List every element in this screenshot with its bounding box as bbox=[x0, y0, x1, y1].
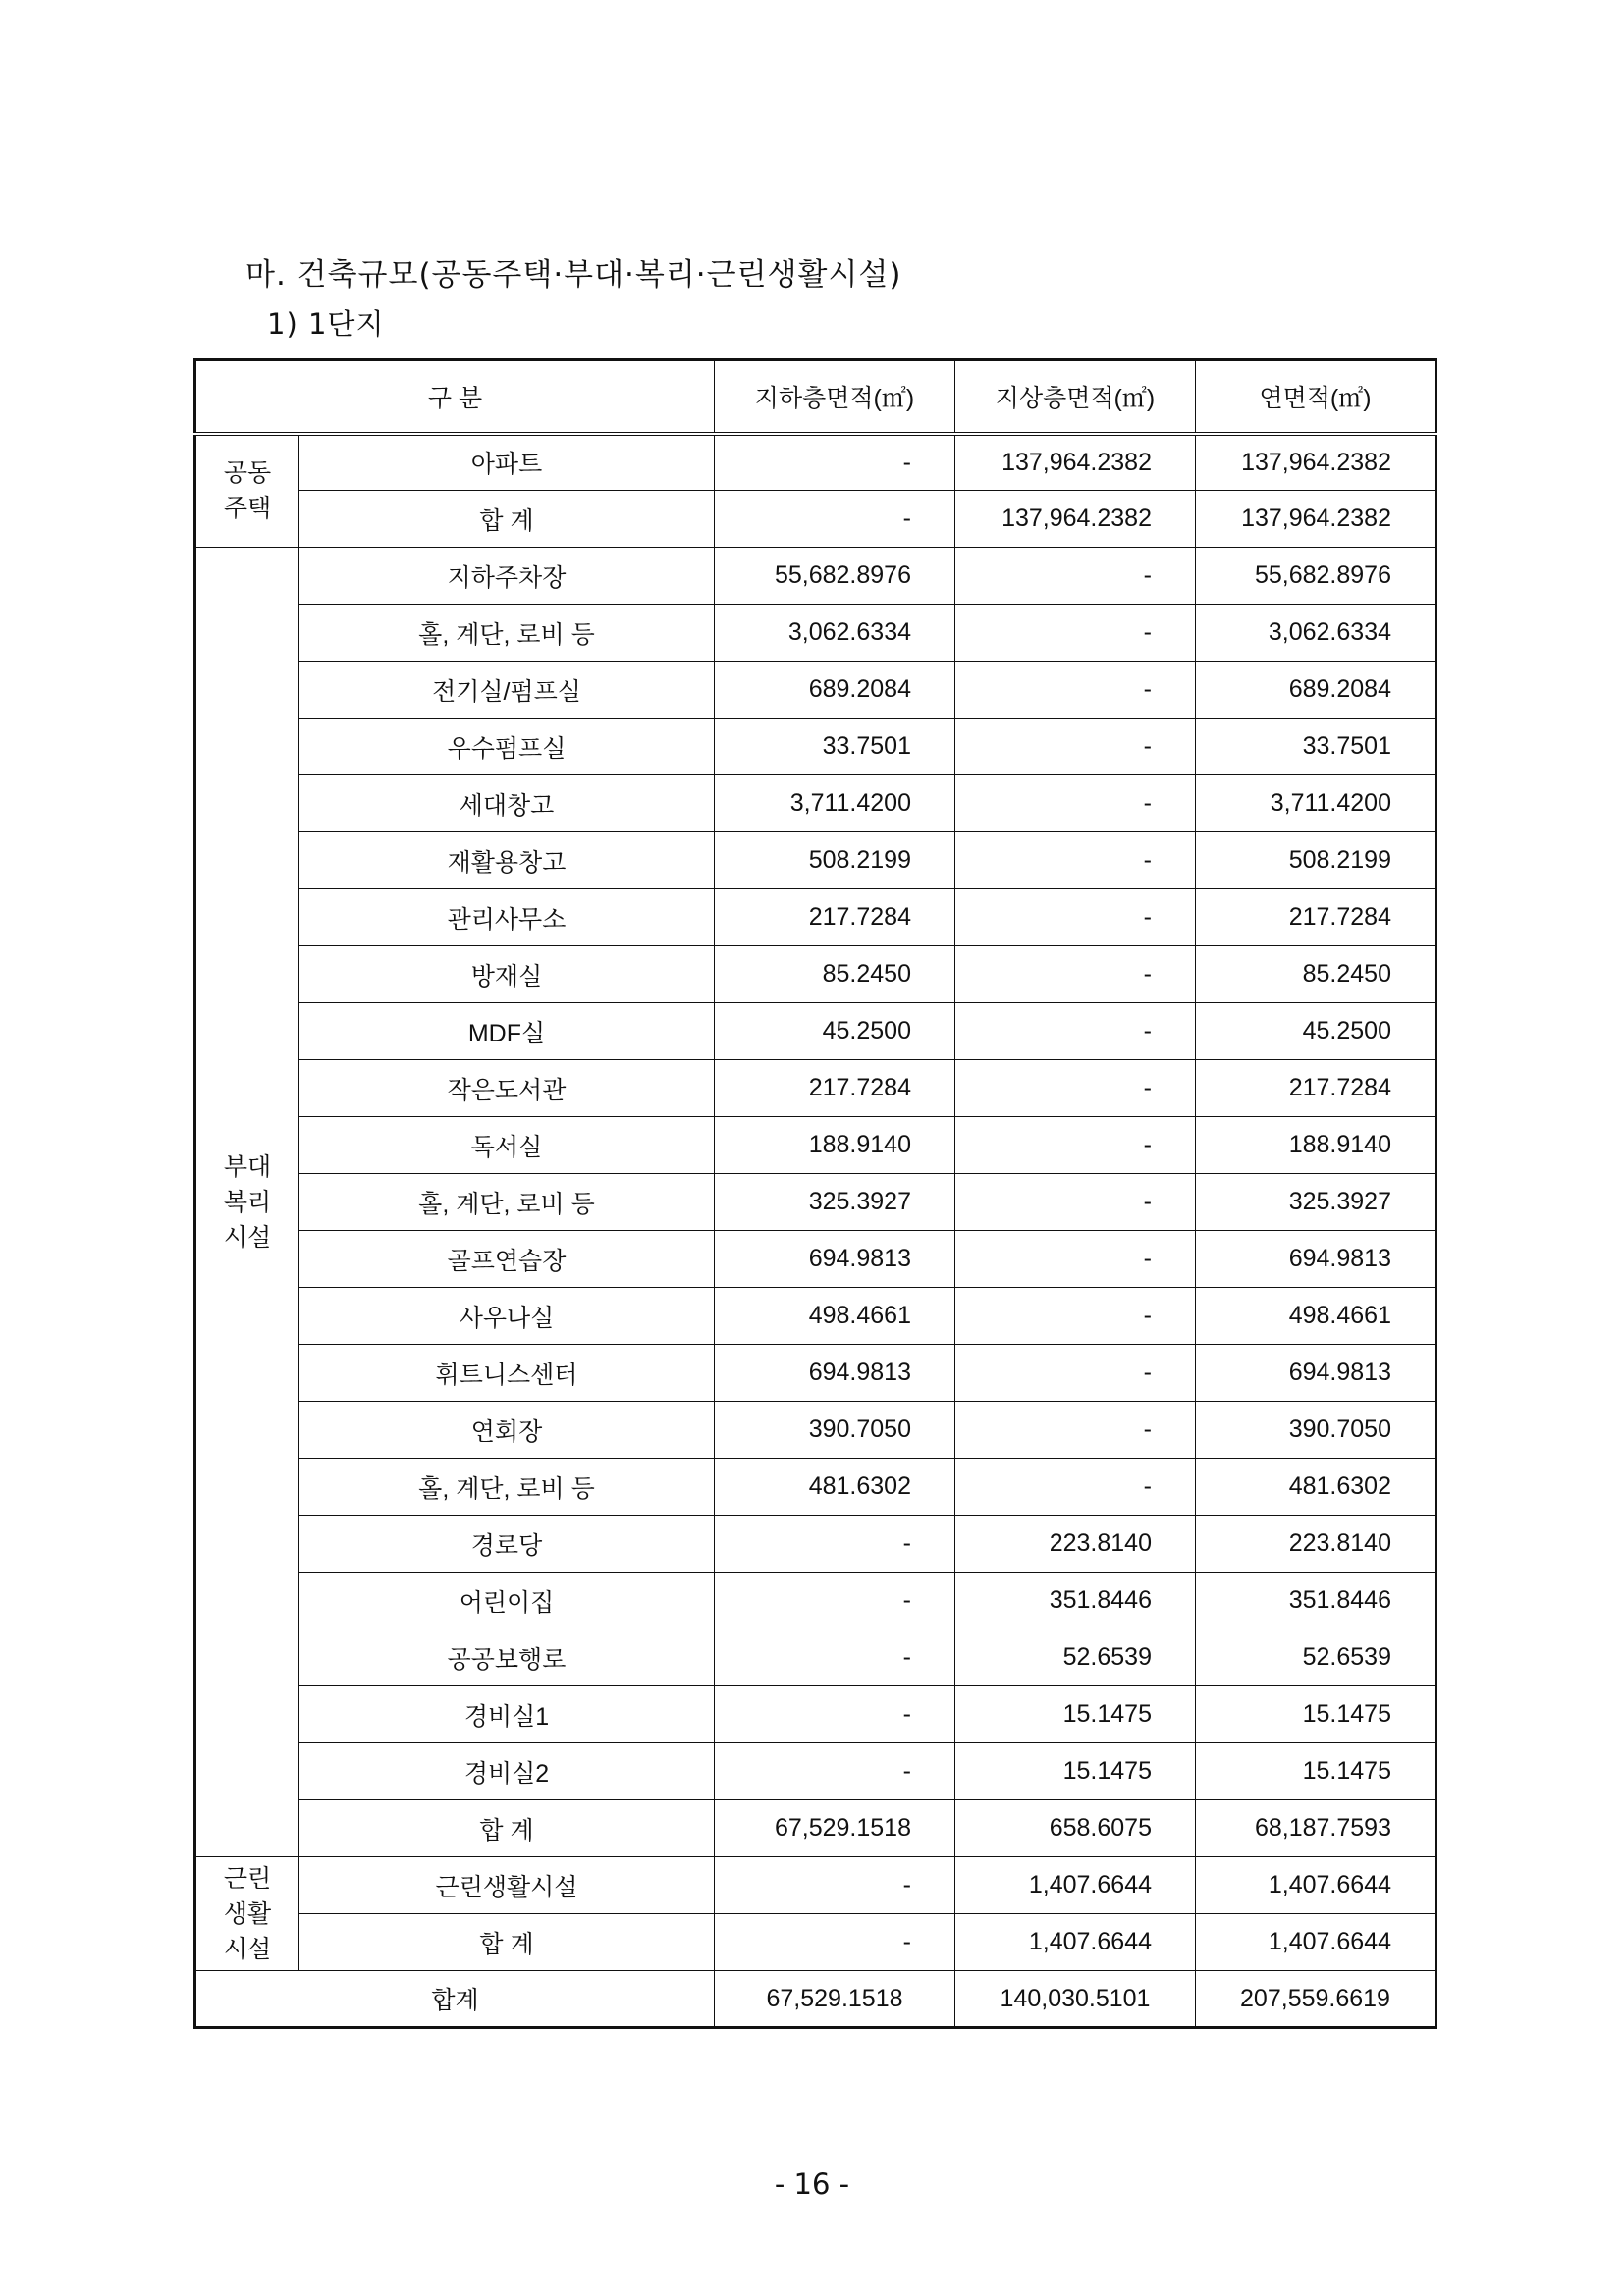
table-row bbox=[195, 491, 1436, 548]
aboveground-area-cell: - bbox=[955, 719, 1196, 775]
row-name: 합 계 bbox=[299, 491, 715, 548]
underground-area-cell: 67,529.1518 bbox=[715, 1800, 955, 1857]
table-row bbox=[195, 1060, 1436, 1117]
total-area-cell: 1,407.6644 bbox=[1196, 1914, 1436, 1971]
table-row bbox=[195, 1174, 1436, 1231]
row-name: 독서실 bbox=[299, 1117, 715, 1174]
aboveground-area-cell: - bbox=[955, 1174, 1196, 1231]
table-row bbox=[195, 1914, 1436, 1971]
table-row bbox=[195, 1516, 1436, 1573]
row-name: 재활용창고 bbox=[299, 832, 715, 889]
row-name: 지하주차장 bbox=[299, 548, 715, 605]
total-area-cell: 351.8446 bbox=[1196, 1573, 1436, 1629]
underground-area-cell: 390.7050 bbox=[715, 1402, 955, 1459]
total-area-cell: 85.2450 bbox=[1196, 946, 1436, 1003]
row-name: 어린이집 bbox=[299, 1573, 715, 1629]
total-area-cell: 55,682.8976 bbox=[1196, 548, 1436, 605]
table-row bbox=[195, 1003, 1436, 1060]
underground-area-cell: - bbox=[715, 1516, 955, 1573]
table-row bbox=[195, 1686, 1436, 1743]
aboveground-area-cell: - bbox=[955, 1003, 1196, 1060]
table-row bbox=[195, 1857, 1436, 1914]
table-row bbox=[195, 889, 1436, 946]
total-area-cell: 68,187.7593 bbox=[1196, 1800, 1436, 1857]
total-area-cell: 508.2199 bbox=[1196, 832, 1436, 889]
underground-area-cell: - bbox=[715, 434, 955, 491]
total-area-cell: 15.1475 bbox=[1196, 1743, 1436, 1800]
aboveground-area-cell: - bbox=[955, 605, 1196, 662]
underground-area-cell: 188.9140 bbox=[715, 1117, 955, 1174]
header-underground-area: 지하층면적(㎡) bbox=[715, 360, 955, 434]
underground-area-cell: 481.6302 bbox=[715, 1459, 955, 1516]
grand-total-aboveground: 140,030.5101 bbox=[955, 1971, 1196, 2028]
row-name: 홀, 계단, 로비 등 bbox=[299, 605, 715, 662]
row-name: 경비실2 bbox=[299, 1743, 715, 1800]
total-area-cell: 223.8140 bbox=[1196, 1516, 1436, 1573]
aboveground-area-cell: - bbox=[955, 662, 1196, 719]
total-area-cell: 3,062.6334 bbox=[1196, 605, 1436, 662]
underground-area-cell: - bbox=[715, 1573, 955, 1629]
total-area-cell: 3,711.4200 bbox=[1196, 775, 1436, 832]
underground-area-cell: 3,062.6334 bbox=[715, 605, 955, 662]
underground-area-cell: - bbox=[715, 491, 955, 548]
aboveground-area-cell: - bbox=[955, 548, 1196, 605]
total-area-cell: 188.9140 bbox=[1196, 1117, 1436, 1174]
table-row bbox=[195, 1743, 1436, 1800]
table-row bbox=[195, 946, 1436, 1003]
table-row bbox=[195, 434, 1436, 491]
aboveground-area-cell: - bbox=[955, 1288, 1196, 1345]
table-row bbox=[195, 832, 1436, 889]
row-name: 홀, 계단, 로비 등 bbox=[299, 1459, 715, 1516]
underground-area-cell: 217.7284 bbox=[715, 889, 955, 946]
total-area-cell: 15.1475 bbox=[1196, 1686, 1436, 1743]
grand-total-underground: 67,529.1518 bbox=[715, 1971, 955, 2028]
table-row bbox=[195, 1231, 1436, 1288]
row-name: 방재실 bbox=[299, 946, 715, 1003]
row-name: 관리사무소 bbox=[299, 889, 715, 946]
row-name: 세대창고 bbox=[299, 775, 715, 832]
row-name: 합 계 bbox=[299, 1800, 715, 1857]
row-name: 휘트니스센터 bbox=[299, 1345, 715, 1402]
underground-area-cell: 3,711.4200 bbox=[715, 775, 955, 832]
total-area-cell: 1,407.6644 bbox=[1196, 1857, 1436, 1914]
aboveground-area-cell: 1,407.6644 bbox=[955, 1914, 1196, 1971]
grand-total-row bbox=[195, 1971, 1436, 2028]
aboveground-area-cell: - bbox=[955, 1060, 1196, 1117]
total-area-cell: 52.6539 bbox=[1196, 1629, 1436, 1686]
underground-area-cell: 694.9813 bbox=[715, 1231, 955, 1288]
underground-area-cell: - bbox=[715, 1914, 955, 1971]
row-name: 아파트 bbox=[299, 434, 715, 491]
table-row bbox=[195, 662, 1436, 719]
row-name: 합 계 bbox=[299, 1914, 715, 1971]
table-row bbox=[195, 1117, 1436, 1174]
header-total-area: 연면적(㎡) bbox=[1196, 360, 1436, 434]
aboveground-area-cell: - bbox=[955, 775, 1196, 832]
table-row bbox=[195, 719, 1436, 775]
underground-area-cell: 45.2500 bbox=[715, 1003, 955, 1060]
grand-total-label: 합계 bbox=[195, 1971, 715, 2028]
category-cell: 부대 복리 시설 bbox=[195, 548, 299, 1857]
table-row bbox=[195, 1345, 1436, 1402]
aboveground-area-cell: - bbox=[955, 889, 1196, 946]
total-area-cell: 390.7050 bbox=[1196, 1402, 1436, 1459]
row-name: 공공보행로 bbox=[299, 1629, 715, 1686]
aboveground-area-cell: 658.6075 bbox=[955, 1800, 1196, 1857]
table-row bbox=[195, 605, 1436, 662]
table-row bbox=[195, 1288, 1436, 1345]
total-area-cell: 137,964.2382 bbox=[1196, 491, 1436, 548]
aboveground-area-cell: - bbox=[955, 1231, 1196, 1288]
total-area-cell: 325.3927 bbox=[1196, 1174, 1436, 1231]
category-cell: 공동 주택 bbox=[195, 434, 299, 548]
header-category: 구 분 bbox=[195, 360, 715, 434]
underground-area-cell: 85.2450 bbox=[715, 946, 955, 1003]
row-name: 연회장 bbox=[299, 1402, 715, 1459]
page-number: - 16 - bbox=[774, 2167, 850, 2201]
row-name: 전기실/펌프실 bbox=[299, 662, 715, 719]
row-name: MDF실 bbox=[299, 1003, 715, 1060]
underground-area-cell: 694.9813 bbox=[715, 1345, 955, 1402]
subsection-heading: 1) 1단지 bbox=[267, 307, 385, 341]
table-row bbox=[195, 1402, 1436, 1459]
aboveground-area-cell: 223.8140 bbox=[955, 1516, 1196, 1573]
total-area-cell: 217.7284 bbox=[1196, 1060, 1436, 1117]
underground-area-cell: 498.4661 bbox=[715, 1288, 955, 1345]
table-row bbox=[195, 548, 1436, 605]
row-name: 경로당 bbox=[299, 1516, 715, 1573]
aboveground-area-cell: 15.1475 bbox=[955, 1743, 1196, 1800]
aboveground-area-cell: - bbox=[955, 1402, 1196, 1459]
header-aboveground-area: 지상층면적(㎡) bbox=[955, 360, 1196, 434]
aboveground-area-cell: 15.1475 bbox=[955, 1686, 1196, 1743]
aboveground-area-cell: - bbox=[955, 1345, 1196, 1402]
aboveground-area-cell: - bbox=[955, 946, 1196, 1003]
aboveground-area-cell: - bbox=[955, 1459, 1196, 1516]
table-row bbox=[195, 1629, 1436, 1686]
aboveground-area-cell: 137,964.2382 bbox=[955, 434, 1196, 491]
row-name: 골프연습장 bbox=[299, 1231, 715, 1288]
aboveground-area-cell: 52.6539 bbox=[955, 1629, 1196, 1686]
underground-area-cell: 689.2084 bbox=[715, 662, 955, 719]
row-name: 경비실1 bbox=[299, 1686, 715, 1743]
underground-area-cell: 33.7501 bbox=[715, 719, 955, 775]
total-area-cell: 689.2084 bbox=[1196, 662, 1436, 719]
row-name: 사우나실 bbox=[299, 1288, 715, 1345]
underground-area-cell: 55,682.8976 bbox=[715, 548, 955, 605]
building-area-table bbox=[193, 358, 1437, 2029]
underground-area-cell: 508.2199 bbox=[715, 832, 955, 889]
underground-area-cell: - bbox=[715, 1857, 955, 1914]
category-cell: 근린 생활 시설 bbox=[195, 1857, 299, 1971]
section-heading: 마. 건축규모(공동주택·부대·복리·근린생활시설) bbox=[245, 257, 902, 293]
total-area-cell: 481.6302 bbox=[1196, 1459, 1436, 1516]
row-name: 근린생활시설 bbox=[299, 1857, 715, 1914]
table-body bbox=[195, 434, 1436, 1971]
total-area-cell: 45.2500 bbox=[1196, 1003, 1436, 1060]
underground-area-cell: - bbox=[715, 1629, 955, 1686]
row-name: 작은도서관 bbox=[299, 1060, 715, 1117]
total-area-cell: 694.9813 bbox=[1196, 1345, 1436, 1402]
aboveground-area-cell: 351.8446 bbox=[955, 1573, 1196, 1629]
table-row bbox=[195, 1459, 1436, 1516]
total-area-cell: 694.9813 bbox=[1196, 1231, 1436, 1288]
underground-area-cell: 217.7284 bbox=[715, 1060, 955, 1117]
total-area-cell: 33.7501 bbox=[1196, 719, 1436, 775]
total-area-cell: 137,964.2382 bbox=[1196, 434, 1436, 491]
aboveground-area-cell: 137,964.2382 bbox=[955, 491, 1196, 548]
row-name: 우수펌프실 bbox=[299, 719, 715, 775]
grand-total-total: 207,559.6619 bbox=[1196, 1971, 1436, 2028]
row-name: 홀, 계단, 로비 등 bbox=[299, 1174, 715, 1231]
total-area-cell: 217.7284 bbox=[1196, 889, 1436, 946]
table-row bbox=[195, 1800, 1436, 1857]
underground-area-cell: - bbox=[715, 1686, 955, 1743]
table-row bbox=[195, 775, 1436, 832]
aboveground-area-cell: 1,407.6644 bbox=[955, 1857, 1196, 1914]
aboveground-area-cell: - bbox=[955, 832, 1196, 889]
total-area-cell: 498.4661 bbox=[1196, 1288, 1436, 1345]
underground-area-cell: 325.3927 bbox=[715, 1174, 955, 1231]
underground-area-cell: - bbox=[715, 1743, 955, 1800]
aboveground-area-cell: - bbox=[955, 1117, 1196, 1174]
table-row bbox=[195, 1573, 1436, 1629]
table-header-row bbox=[195, 360, 1436, 434]
